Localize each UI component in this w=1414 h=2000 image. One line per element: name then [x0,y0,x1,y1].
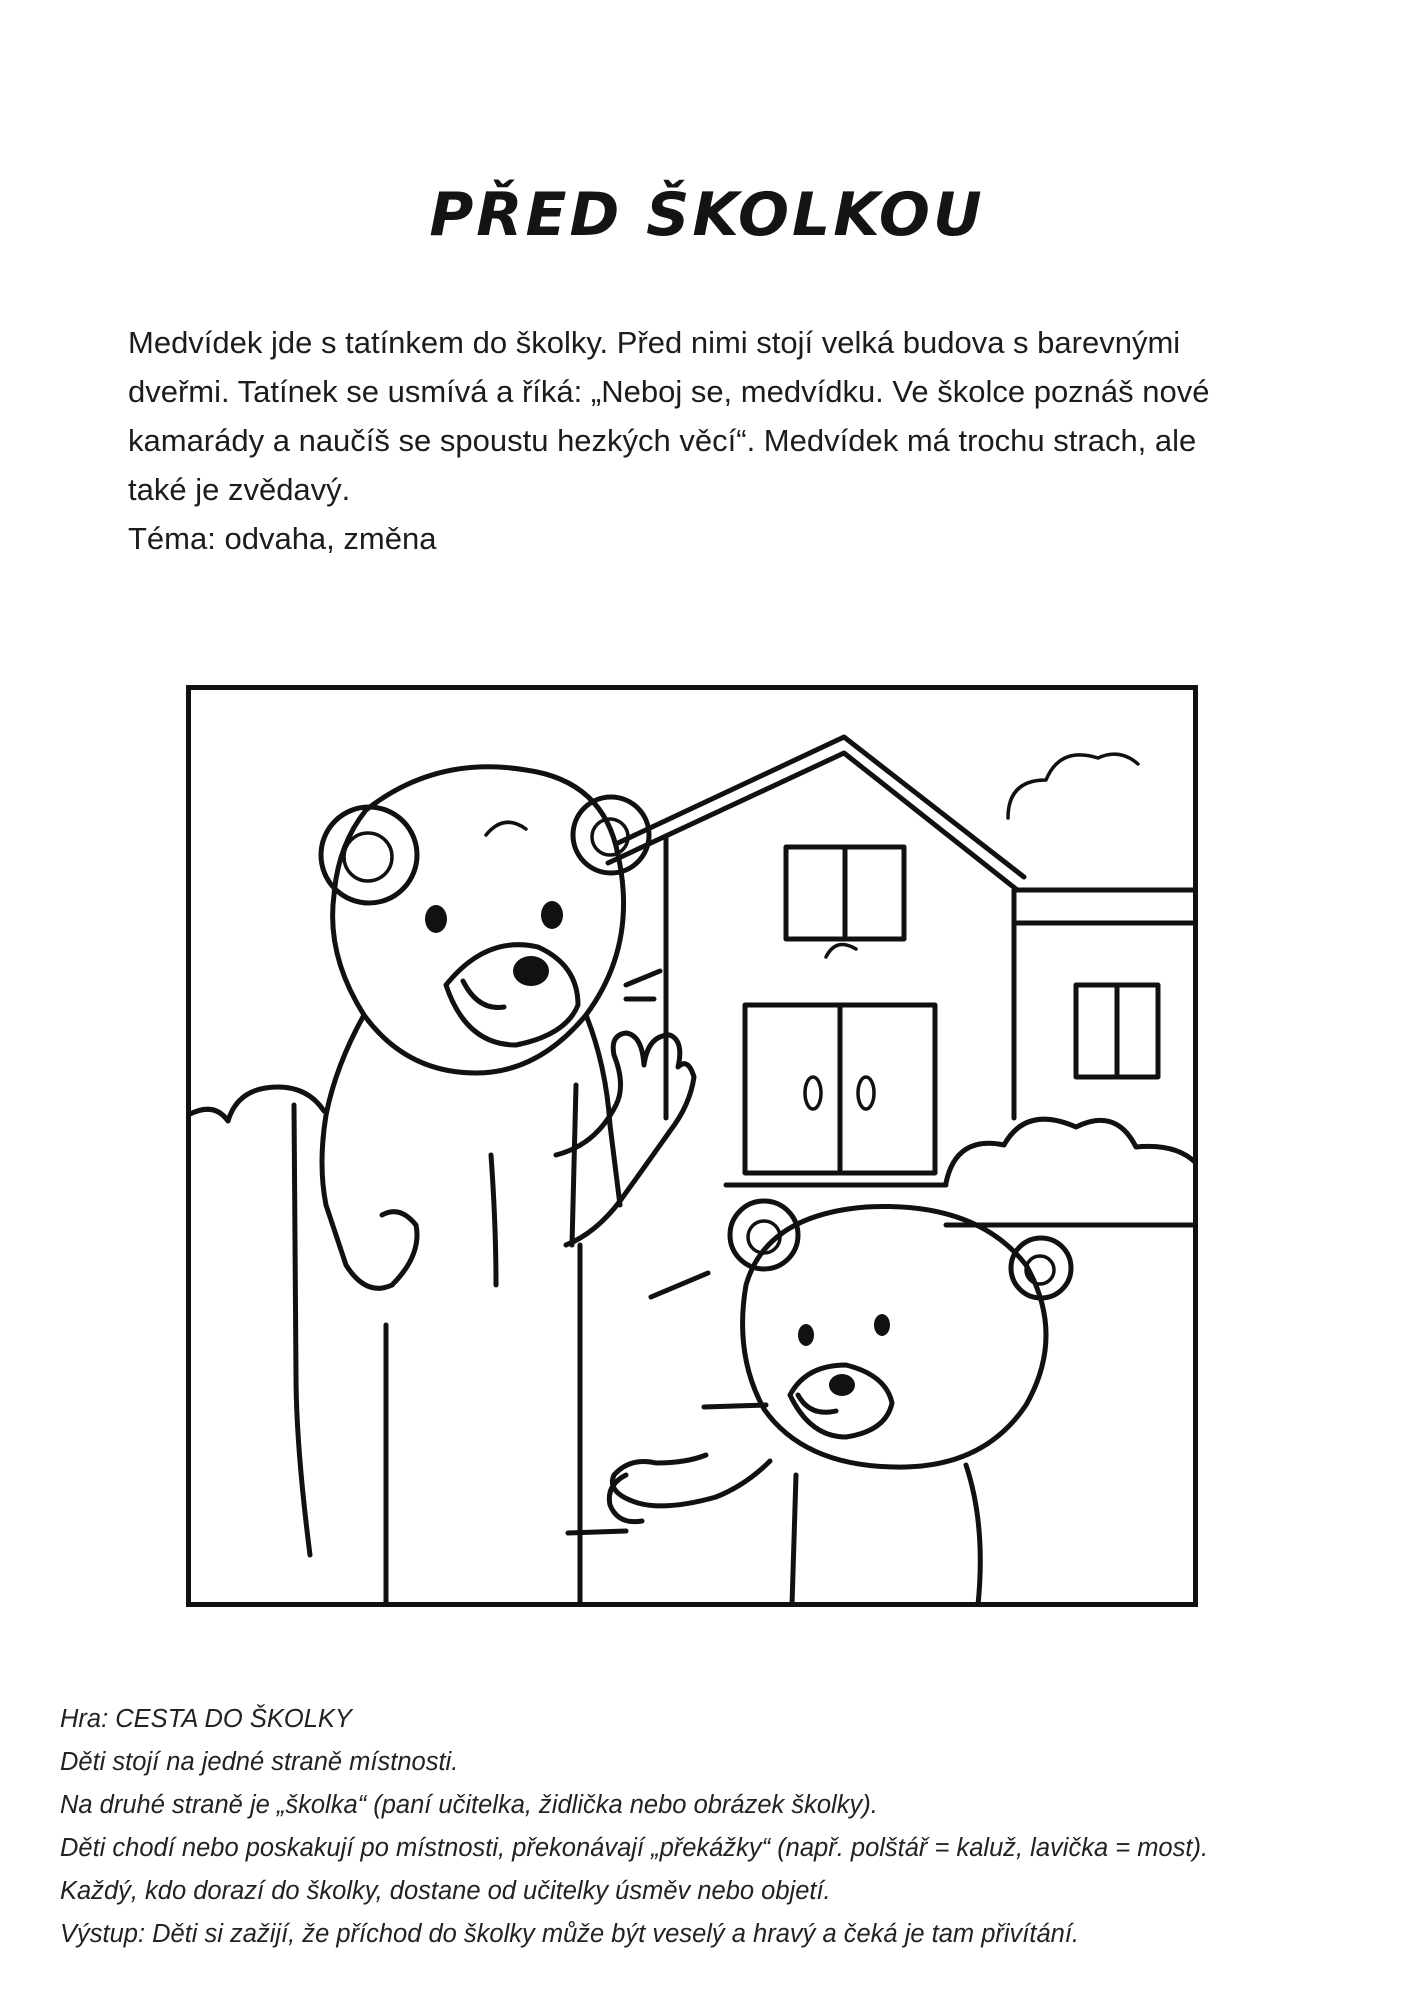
page-title: PŘED ŠKOLKOU [429,180,985,251]
cloud-icon [826,945,856,958]
cloud-icon [1008,754,1138,818]
bush-icon [626,971,660,985]
game-title: Hra: CESTA DO ŠKOLKY [60,1705,352,1733]
father-bear-icon [294,767,694,1605]
story-text [128,318,1278,563]
game-line: Na druhé straně je „školka“ (paní učitelka, židlička nebo obrázek školky). [60,1791,878,1819]
cub-bear-icon [609,1201,1071,1605]
game-line: Děti stojí na jedné straně místnosti. [60,1748,459,1776]
bears-kindergarten-icon [186,685,1198,1607]
game-line: Každý, kdo dorazí do školky, dostane od učitelky úsměv nebo objetí. [60,1877,831,1905]
story-line: také je zvědavý. [128,472,351,507]
story-line: Medvídek jde s tatínkem do školky. Před nimi stojí velká budova s barevnými [128,325,1181,360]
coloring-illustration [186,685,1198,1607]
kindergarten-building [608,737,1196,1173]
bush-icon [188,1087,324,1121]
theme-line: Téma: odvaha, změna [128,521,437,556]
bush-icon [946,1119,1196,1183]
game-instructions [60,1698,1380,1956]
story-line: dveřmi. Tatínek se usmívá a říká: „Neboj se, medvídku. Ve školce poznáš nové [128,374,1210,409]
story-line: kamarády a naučíš se spoustu hezkých věcí“. Medvídek má trochu strach, ale [128,423,1197,458]
game-line: Děti chodí nebo poskakují po místnosti, překonávají „překážky“ (např. polštář = kaluž, lavička = most). [60,1834,1209,1862]
game-line: Výstup: Děti si zažijí, že příchod do školky může být veselý a hravý a čeká je tam přivítání. [60,1920,1080,1948]
cloud-icon [486,822,526,835]
